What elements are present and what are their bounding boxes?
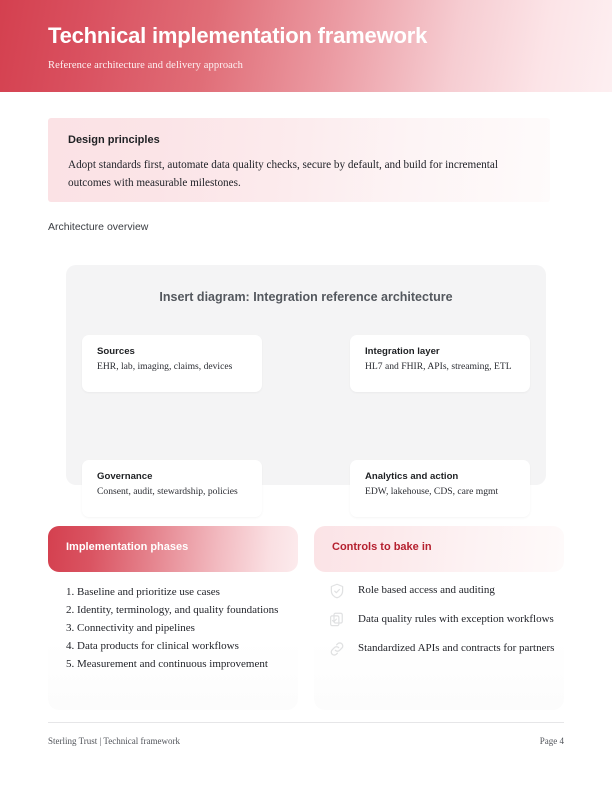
implementation-phases-list [66,584,290,674]
panel-header-label: Implementation phases [66,541,189,553]
shield-check-icon [328,582,346,600]
list-item: 3. Connectivity and pipelines [66,621,195,634]
list-item: 2. Identity, terminology, and quality foundations [66,603,279,616]
controls-list [328,582,558,669]
link-icon [328,640,346,658]
footer-page-number: Page 4 [539,736,564,746]
architecture-card [82,460,262,517]
callout-title: Design principles [68,134,160,146]
list-item [328,640,558,660]
card-title: Analytics and action [365,471,459,482]
architecture-card [350,335,530,392]
diagram-placeholder-label: Insert diagram: Integration reference architecture [159,290,453,304]
card-title: Governance [97,471,153,482]
list-item: 5. Measurement and continuous improvement [66,657,268,670]
page-title: Technical implementation framework [48,23,428,48]
panel-header [314,526,564,572]
footer-divider [48,722,564,723]
architecture-card-grid [82,335,530,505]
callout-body: Adopt standards first, automate data quality checks, secure by default, and build for incremental outcomes with measurable milestones. [68,159,498,190]
panel-header [48,526,298,572]
list-item [328,582,558,602]
page-header-banner [0,0,612,92]
list-item: 4. Data products for clinical workflows [66,639,239,652]
page-subtitle: Reference architecture and delivery approach [48,60,244,71]
card-description: HL7 and FHIR, APIs, streaming, ETL [365,361,512,372]
card-description: Consent, audit, stewardship, policies [97,486,238,497]
clipboard-check-icon [328,611,346,629]
card-description: EDW, lakehouse, CDS, care mgmt [365,486,499,497]
controls-panel [314,526,564,710]
section-heading-architecture-overview: Architecture overview [48,221,149,233]
list-item [328,611,558,631]
footer-left-text: Sterling Trust | Technical framework [48,736,180,746]
architecture-card [350,460,530,517]
list-item-label: Role based access and auditing [358,584,495,596]
panel-header-label: Controls to bake in [332,541,432,553]
architecture-card [82,335,262,392]
list-item-label: Standardized APIs and contracts for partners [358,642,555,654]
list-item: 1. Baseline and prioritize use cases [66,586,220,598]
card-description: EHR, lab, imaging, claims, devices [97,361,233,372]
implementation-phases-panel [48,526,298,710]
card-title: Sources [97,346,135,357]
list-item-label: Data quality rules with exception workflows [358,613,554,625]
design-principles-callout [48,118,550,202]
card-title: Integration layer [365,346,440,357]
